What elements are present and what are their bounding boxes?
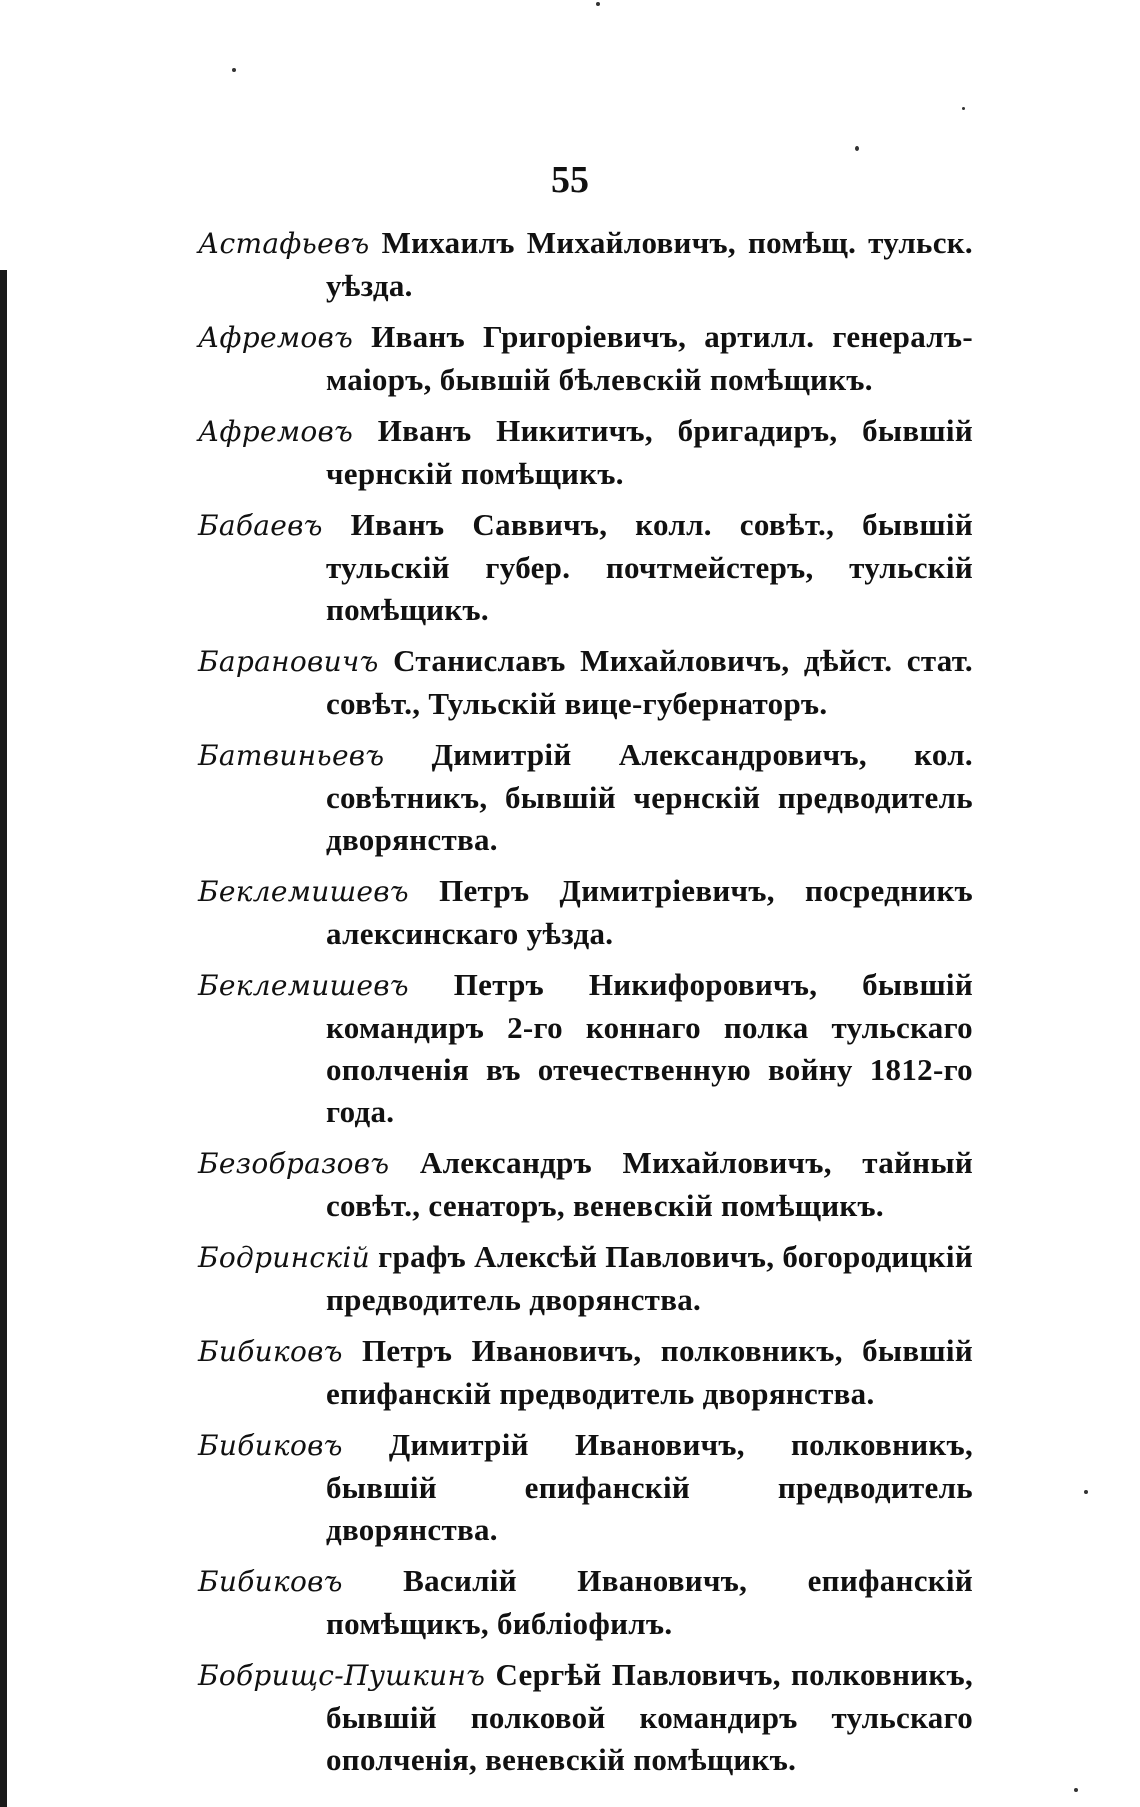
speck <box>855 146 859 151</box>
list-item <box>198 316 973 401</box>
list-item <box>198 870 973 955</box>
list-item <box>198 410 973 495</box>
list-item <box>198 222 973 307</box>
entry-text: Иванъ Никитичъ, бригадиръ, бывшій чернскій помѣщикъ. <box>326 413 973 491</box>
entry-list <box>198 222 973 1790</box>
list-item <box>198 734 973 861</box>
entry-surname: Бибиковъ <box>198 1335 343 1368</box>
entry-surname: Безобразовъ <box>198 1147 390 1180</box>
entry-text: Михаилъ Михайловичъ, помѣщ. тульск. уѣзда. <box>326 225 973 303</box>
entry-text: Станиславъ Михайловичъ, дѣйст. стат. совѣт., Тульскій вице-губернаторъ. <box>326 643 973 721</box>
list-item <box>198 964 973 1133</box>
entry-text: Александръ Михайловичъ, тайный совѣт., сенаторъ, веневскій помѣщикъ. <box>326 1145 973 1223</box>
entry-surname: Афремовъ <box>198 321 354 354</box>
entry-text: Иванъ Григоріевичъ, артилл. генералъ-маіоръ, бывшій бѣлевскій помѣщикъ. <box>326 319 973 397</box>
speck <box>962 107 965 110</box>
list-item <box>198 1330 973 1415</box>
page-binding-edge <box>0 270 7 1807</box>
entry-surname: Бибиковъ <box>198 1429 343 1462</box>
entry-surname: Беклемишевъ <box>198 969 409 1002</box>
entry-surname: Афремовъ <box>198 415 354 448</box>
entry-surname: Беклемишевъ <box>198 875 409 908</box>
entry-text: Петръ Никифоровичъ, бывшій командиръ 2-го коннаго полка тульскаго ополченія въ отечественную войну 1812-го года. <box>326 967 973 1129</box>
entry-text: Димитрій Ивановичъ, полковникъ, бывшій епифанскій предводитель дворянства. <box>326 1427 973 1547</box>
list-item <box>198 1560 973 1645</box>
entry-surname: Астафьевъ <box>198 227 370 260</box>
page-number: 55 <box>551 159 589 201</box>
list-item <box>198 1654 973 1781</box>
list-item <box>198 1142 973 1227</box>
list-item <box>198 640 973 725</box>
entry-surname: Бабаевъ <box>198 509 323 542</box>
entry-text: Иванъ Саввичъ, колл. совѣт., бывшій тульскій губер. почтмейстеръ, тульскій помѣщикъ. <box>326 507 973 627</box>
entry-text: Василій Ивановичъ, епифанскій помѣщикъ, библіофилъ. <box>326 1563 973 1641</box>
list-item <box>198 504 973 631</box>
entry-surname: Бибиковъ <box>198 1565 343 1598</box>
entry-text: Петръ Димитріевичъ, посредникъ алексинскаго уѣзда. <box>326 873 973 951</box>
entry-text: Димитрій Александровичъ, кол. совѣтникъ, бывшій чернскій предводитель дворянства. <box>326 737 973 857</box>
speck <box>596 2 600 6</box>
entry-text: Петръ Ивановичъ, полковникъ, бывшій епифанскій предводитель дворянства. <box>326 1333 973 1411</box>
speck <box>232 68 236 72</box>
list-item <box>198 1424 973 1551</box>
entry-surname: Барановичъ <box>198 645 379 678</box>
entry-surname: Бобрищс-Пушкинъ <box>198 1659 486 1692</box>
entry-surname: Бодринскій <box>198 1241 370 1274</box>
entry-text: Сергѣй Павловичъ, полковникъ, бывшій полковой командиръ тульскаго ополченія, веневскій помѣщикъ. <box>326 1657 973 1777</box>
speck <box>1084 1490 1088 1494</box>
speck <box>1074 1788 1078 1792</box>
entry-text: графъ Алексѣй Павловичъ, богородицкій предводитель дворянства. <box>326 1239 973 1317</box>
list-item <box>198 1236 973 1321</box>
entry-surname: Батвиньевъ <box>198 739 385 772</box>
